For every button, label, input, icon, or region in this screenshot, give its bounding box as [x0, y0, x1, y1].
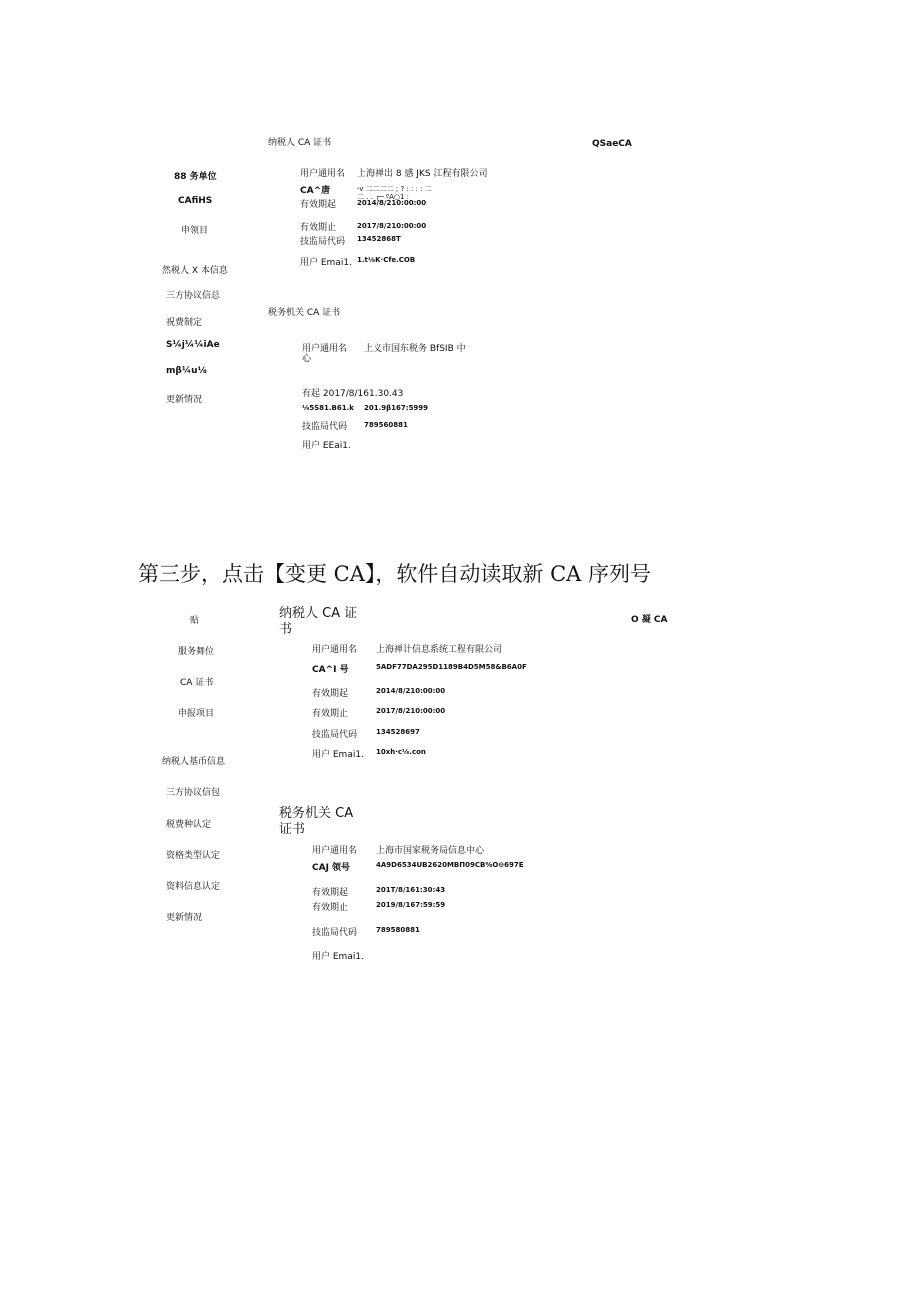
- sidebar2-item-tripartite[interactable]: 三方协议信包: [166, 788, 221, 798]
- tp1-start-label: 有效期起: [300, 200, 337, 210]
- sidebar2-item-material[interactable]: 资料信息认定: [166, 882, 221, 892]
- taxpayer-ca-title: 纳税人 CA 证书: [268, 138, 332, 148]
- tax2-code-label: 技监局代码: [312, 928, 358, 938]
- tp2-end-label: 有效期止: [312, 709, 349, 719]
- tax2-serial-value: 4A9D6534UB2620MBΠ09CB%O⊖697E: [376, 861, 524, 869]
- tp1-serial-value: -v 二二二二 ; ? : : : : 二: [357, 185, 432, 193]
- tp2-serial-value: 5ADF77DA295D1189B4D5M58&B6A0F: [376, 663, 527, 671]
- sidebar2-item-home[interactable]: 贴: [190, 616, 200, 626]
- tp2-email-label: 用户 Emai1.: [312, 750, 364, 760]
- tax2-email-label: 用户 Emai1.: [312, 952, 364, 962]
- tax1-name-label-2: 心: [302, 354, 312, 364]
- tp1-name-value: 上海禅出 8 感 JKS 江程有限公司: [357, 169, 488, 179]
- tax1-email-label: 用户 EEai1.: [302, 441, 351, 451]
- tax2-start-label: 有效期起: [312, 888, 349, 898]
- step-instruction: 第三步，点击【变更 CA】，软件自动读取新 CA 序列号: [138, 562, 651, 586]
- tp2-email-value: 10xh·c⅛.con: [376, 748, 426, 756]
- tp2-serial-label: CA^I 号: [312, 665, 349, 675]
- tax2-name-label: 用户通用名: [312, 846, 358, 856]
- tax2-end-value: 2019/8/167:59:59: [376, 901, 446, 909]
- tp2-name-label: 用户通用名: [312, 645, 358, 655]
- sidebar2-item-declare[interactable]: 申报项目: [178, 709, 215, 719]
- tax1-name-value: 上义市国东税务 BfSIB 中: [364, 344, 466, 354]
- sidebar2-item-ca-cert[interactable]: CA 证书: [180, 678, 214, 688]
- tp1-name-label: 用户通用名: [300, 169, 346, 179]
- sidebar2-item-update[interactable]: 更新情况: [166, 913, 203, 923]
- tax1-code-label: 技监局代码: [302, 422, 348, 432]
- tax2-code-value: 789580881: [376, 926, 420, 934]
- tp2-end-value: 2017/8/210:00:00: [376, 707, 446, 715]
- tp1-code-value: 13452868T: [357, 235, 401, 243]
- tax2-end-label: 有效期止: [312, 903, 349, 913]
- tax1-serial-label: ⅛5S81.B61.k: [302, 404, 354, 412]
- tp1-serial-label: CA^唐: [300, 186, 331, 196]
- tp2-start-label: 有效期起: [312, 689, 349, 699]
- tp2-code-value: 134528697: [376, 728, 420, 736]
- sidebar-item-ca-cert[interactable]: CAfiHS: [178, 196, 213, 206]
- tax2-start-value: 201T/8/161:30:43: [376, 886, 446, 894]
- sidebar-item-taxpayer-info[interactable]: 然税人 X 本信息: [162, 266, 228, 276]
- tp1-serial-value-2: 二 . . ┌─ ºA○1 :: [357, 193, 410, 201]
- sidebar-item-qualification[interactable]: S¼j¼¼iAe: [166, 340, 220, 350]
- sidebar-item-service-unit[interactable]: 88 务单位: [174, 172, 217, 182]
- tp2-start-value: 2014/8/210:00:00: [376, 687, 446, 695]
- sidebar-item-update[interactable]: 更新情况: [166, 395, 203, 405]
- sidebar2-item-fee-type[interactable]: 税费种认定: [166, 820, 212, 830]
- tax1-serial-value: 201.9β167:5999: [364, 404, 429, 412]
- tax1-code-value: 789560881: [364, 421, 408, 429]
- tp1-email-label: 用户 Emai1.: [300, 258, 352, 268]
- sidebar-item-declare[interactable]: 申领目: [181, 226, 209, 236]
- tp1-code-label: 技监局代码: [300, 237, 346, 247]
- sidebar2-item-service-unit[interactable]: 服务舞位: [178, 647, 215, 657]
- tax1-name-label: 用户通用名: [302, 344, 348, 354]
- change-ca-button-2[interactable]: O 凝 CA: [631, 615, 668, 625]
- change-ca-button[interactable]: QSaeCA: [592, 139, 632, 149]
- tp1-email-value: 1.t⅛K·Cfe.COB: [357, 256, 416, 264]
- sidebar-item-tripartite[interactable]: 三方协议信总: [166, 291, 221, 301]
- tax-ca-title-2: 税务机关 CA 证书: [279, 806, 354, 837]
- tax1-start-text: 有起 2017/8/161.30.43: [302, 389, 404, 399]
- tp1-end-label: 有效期止: [300, 223, 337, 233]
- tax2-serial-label: CAJ 领号: [312, 863, 351, 873]
- sidebar-item-fee-type[interactable]: 祝费制定: [166, 318, 203, 328]
- tax-ca-title: 税务机关 CA 证书: [268, 308, 341, 318]
- tp1-start-value: 2014/8/210:00:00: [357, 199, 427, 207]
- tp2-code-label: 技监局代码: [312, 730, 358, 740]
- tp2-name-value: 上海禅计信息系统工程有限公司: [376, 645, 503, 655]
- taxpayer-ca-title-2: 纳税人 CA 证书: [279, 606, 358, 637]
- sidebar-item-material[interactable]: mβ¼u⅛: [166, 366, 207, 376]
- tp1-end-value: 2017/8/210:00:00: [357, 222, 427, 230]
- tax2-name-value: 上海市国家税务局信息中心: [376, 846, 485, 856]
- sidebar2-item-qualification[interactable]: 资格类型认定: [166, 851, 221, 861]
- sidebar2-item-taxpayer-info[interactable]: 纳税人基币信息: [162, 757, 226, 767]
